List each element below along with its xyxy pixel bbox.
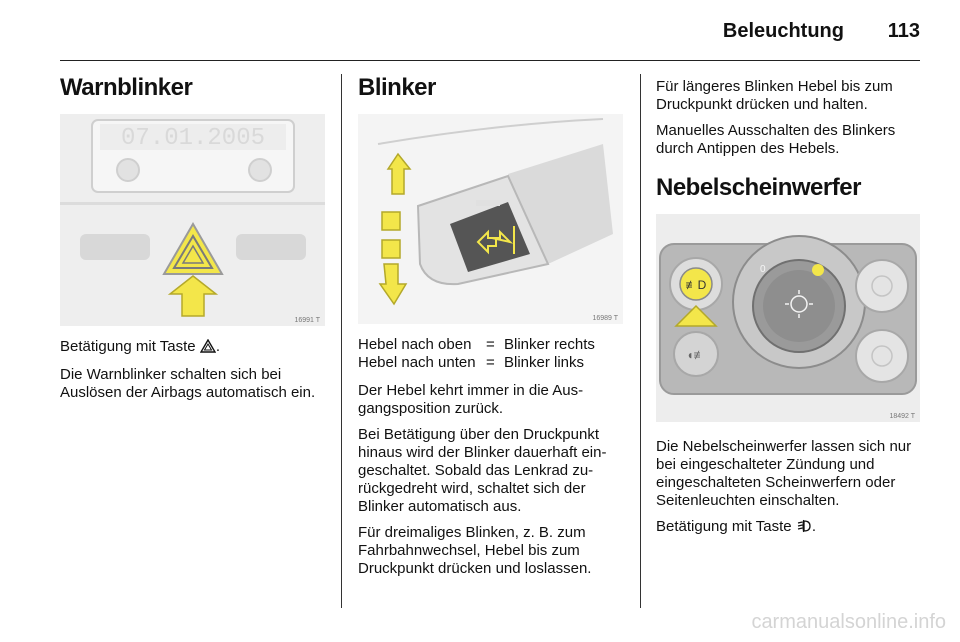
section-heading-blinker: Blinker — [358, 74, 436, 101]
column-divider-2 — [640, 74, 641, 608]
paragraph-hazard-button: Betätigung mit Taste . — [60, 338, 325, 358]
fog-indicator-icon — [812, 264, 824, 276]
section-heading-warnblinker: Warnblinker — [60, 74, 193, 101]
svg-text:≢D: ≢D — [685, 278, 707, 292]
figure-number: 18492 T — [889, 413, 915, 420]
page-header — [60, 0, 920, 62]
paragraph-manual-off: Manuelles Ausschalten des Blinkers durch Antippen des Hebels. — [656, 122, 896, 157]
figure-number: 16991 T — [294, 317, 320, 324]
dial-position-label: 0 — [760, 264, 766, 275]
paragraph-three-blinks: Für dreimaliges Blinken, z. B. zum Fahrbahnwechsel, Hebel bis zum Druckpunkt drücken und loslassen. — [358, 524, 592, 577]
column-divider-1 — [341, 74, 342, 608]
side-button-lower[interactable] — [856, 330, 908, 382]
fog-switch-illustration — [656, 214, 920, 422]
definition-row: Hebel nach unten = Blinker links — [358, 354, 585, 371]
page-title: Beleuchtung — [722, 20, 844, 42]
paragraph-lever-return: Der Hebel kehrt immer in die Aus-gangsposition zurück. — [358, 382, 584, 417]
header-divider — [60, 60, 920, 61]
paragraph-permanent-signal: Bei Betätigung über den Druckpunkt hinaus wird der Blinker dauerhaft ein-geschaltet. Sobald das Lenkrad zu-rückgedreht wird, schaltet sich der Blinker automatisch aus. — [358, 426, 607, 515]
fog-light-icon — [796, 519, 812, 538]
definition-row: Hebel nach oben = Blinker rechts — [358, 336, 595, 353]
figure-fog-switch — [656, 214, 920, 422]
turn-lever-illustration — [358, 114, 623, 324]
column-warnblinker — [60, 74, 325, 410]
paragraph-airbag: Die Warnblinker schalten sich bei Auslösen der Airbags automatisch ein. — [60, 366, 316, 401]
column-nebel — [656, 78, 920, 546]
column-blinker — [358, 74, 623, 586]
detent-marker-icon — [382, 212, 400, 230]
side-button-upper[interactable] — [856, 260, 908, 312]
figure-hazard-switch — [60, 114, 325, 326]
watermark: carmanualsonline.info — [751, 611, 946, 633]
paragraph-long-blink: Für längeres Blinken Hebel bis zum Druckpunkt drücken und halten. — [656, 78, 893, 113]
paragraph-fog-button: Betätigung mit Taste . — [656, 518, 920, 538]
svg-text:◖≢: ◖≢ — [686, 348, 706, 362]
display-date: 07.01.2005 — [120, 125, 266, 152]
section-heading-nebelscheinwerfer: Nebelscheinwerfer — [656, 174, 861, 201]
figure-turn-lever — [358, 114, 623, 324]
paragraph-fog-conditions: Die Nebelscheinwerfer lassen sich nur bei eingeschalteter Zündung und eingeschalteten Scheinwerfern oder Seitenleuchten einschalten. — [656, 438, 912, 509]
definition-list — [358, 336, 623, 372]
page-number: 113 — [887, 20, 920, 42]
hazard-triangle-icon — [200, 339, 216, 358]
hazard-switch-illustration — [60, 114, 325, 326]
figure-number: 16989 T — [592, 315, 618, 322]
